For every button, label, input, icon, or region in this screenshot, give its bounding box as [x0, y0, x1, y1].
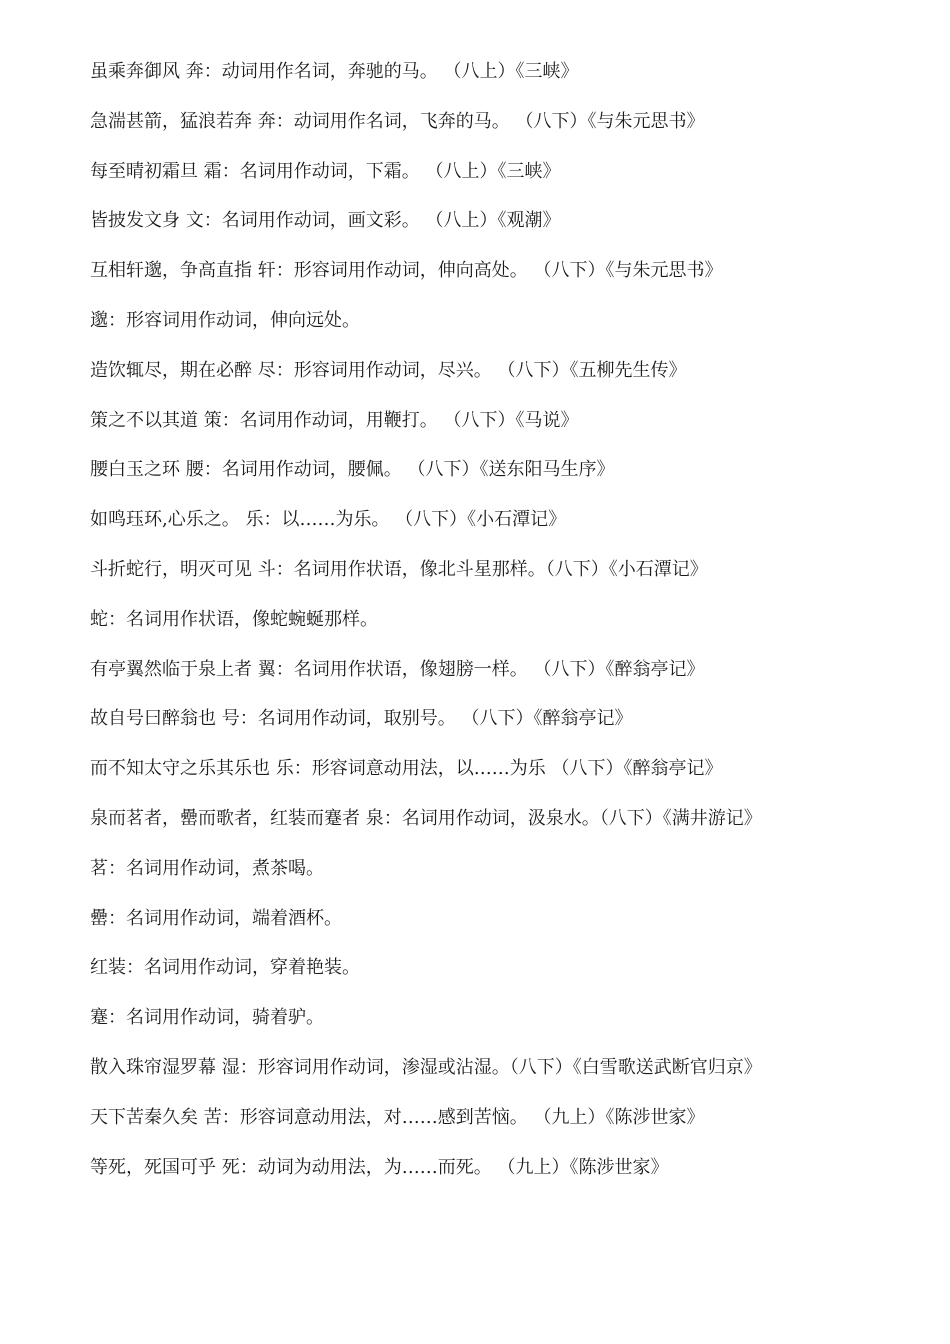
text-line: 如鸣珏环,心乐之。 乐：以……为乐。 （八下）《小石潭记》	[90, 509, 567, 531]
text-body	[90, 58, 930, 1203]
text-line: 造饮辄尽，期在必醉 尽：形容词用作动词，尽兴。 （八下）《五柳先生传》	[90, 359, 687, 381]
text-line: 而不知太守之乐其乐也 乐：形容词意动用法，以……为乐 （八下）《醉翁亭记》	[90, 758, 723, 780]
text-line: 散入珠帘湿罗幕 湿：形容词用作动词，渗湿或沾湿。（八下）《白雪歌送武断官归京》	[90, 1056, 762, 1078]
text-line: 蛇：名词用作状语，像蛇蜿蜒那样。	[90, 608, 378, 630]
text-line: 策之不以其道 策：名词用作动词，用鞭打。 （八下）《马说》	[90, 409, 579, 431]
text-line: 虽乘奔御风 奔：动词用作名词，奔驰的马。 （八上）《三峡》	[90, 61, 579, 82]
text-line: 腰白玉之环 腰：名词用作动词，腰佩。 （八下）《送东阳马生序》	[90, 459, 615, 481]
text-line: 急湍甚箭，猛浪若奔 奔：动词用作名词，飞奔的马。 （八下）《与朱元思书》	[90, 110, 705, 132]
text-line: 互相轩邈，争高直指 轩：形容词用作动词，伸向高处。 （八下）《与朱元思书》	[90, 260, 723, 282]
text-line: 每至晴初霜旦 霜：名词用作动词，下霜。 （八上）《三峡》	[90, 160, 561, 182]
text-line: 皆披发文身 文：名词用作动词，画文彩。 （八上）《观潮》	[90, 210, 561, 232]
text-line: 邈：形容词用作动词，伸向远处。	[90, 309, 360, 331]
text-line: 红装：名词用作动词，穿着艳装。	[90, 957, 360, 979]
text-line: 蹇：名词用作动词，骑着驴。	[90, 1007, 324, 1029]
text-line: 等死，死国可乎 死：动词为动用法，为……而死。 （九上）《陈涉世家》	[90, 1156, 669, 1178]
text-line: 斗折蛇行，明灭可见 斗：名词用作状语，像北斗星那样。（八下）《小石潭记》	[90, 558, 708, 580]
text-line: 泉而茗者，罍而歌者，红装而蹇者 泉：名词用作动词，汲泉水。（八下）《满井游记》	[90, 807, 762, 829]
text-line: 天下苦秦久矣 苦：形容词意动用法，对……感到苦恼。 （九上）《陈涉世家》	[90, 1106, 705, 1128]
text-line: 罍：名词用作动词，端着酒杯。	[90, 907, 342, 929]
text-line: 有亭翼然临于泉上者 翼：名词用作状语，像翅膀一样。 （八下）《醉翁亭记》	[90, 658, 705, 680]
text-line: 茗：名词用作动词，煮茶喝。	[90, 857, 324, 879]
text-line: 故自号曰醉翁也 号：名词用作动词，取别号。 （八下）《醉翁亭记》	[90, 708, 633, 730]
